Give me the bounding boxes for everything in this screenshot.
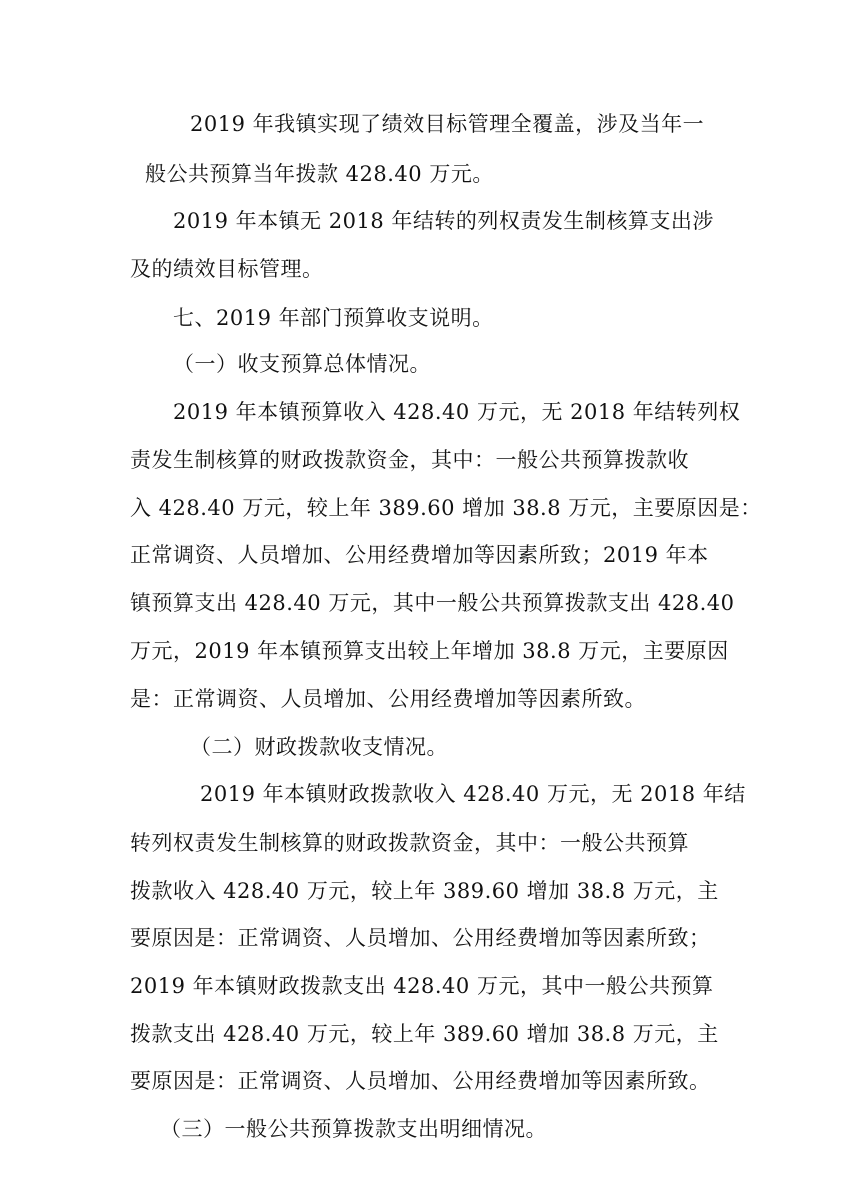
text-line-11: 镇预算支出 428.40 万元，其中一般公共预算拨款支出 428.40 [130, 591, 735, 615]
text-line-18: 要原因是：正常调资、人员增加、公用经费增加等因素所致； [130, 926, 711, 950]
text-line-4: 及的绩效目标管理。 [130, 257, 324, 281]
section-heading-7: 七、2019 年部门预算收支说明。 [173, 306, 494, 330]
text-line-7: 2019 年本镇预算收入 428.40 万元，无 2018 年结转列权 [173, 400, 741, 424]
text-line-15: 2019 年本镇财政拨款收入 428.40 万元，无 2018 年结 [200, 782, 746, 806]
text-line-20: 拨款支出 428.40 万元，较上年 389.60 增加 38.8 万元，主 [130, 1022, 719, 1046]
text-line-8: 责发生制核算的财政拨款资金，其中：一般公共预算拨款收 [130, 448, 689, 472]
text-line-1: 2019 年我镇实现了绩效目标管理全覆盖，涉及当年一 [190, 112, 705, 136]
subsection-heading-2: （二）财政拨款收支情况。 [190, 735, 448, 759]
text-line-9: 入 428.40 万元，较上年 389.60 增加 38.8 万元，主要原因是： [130, 496, 762, 520]
text-line-21: 要原因是：正常调资、人员增加、公用经费增加等因素所致。 [130, 1069, 711, 1093]
text-line-12: 万元，2019 年本镇预算支出较上年增加 38.8 万元，主要原因 [130, 639, 729, 663]
subsection-heading-3: （三）一般公共预算拨款支出明细情况。 [160, 1117, 547, 1141]
text-line-16: 转列权责发生制核算的财政拨款资金，其中：一般公共预算 [130, 831, 689, 855]
text-line-19: 2019 年本镇财政拨款支出 428.40 万元，其中一般公共预算 [130, 974, 714, 998]
subsection-heading-1: （一）收支预算总体情况。 [173, 352, 431, 376]
text-line-2: 般公共预算当年拨款 428.40 万元。 [145, 162, 494, 186]
text-line-17: 拨款收入 428.40 万元，较上年 389.60 增加 38.8 万元，主 [130, 879, 719, 903]
text-line-13: 是：正常调资、人员增加、公用经费增加等因素所致。 [130, 687, 646, 711]
text-line-10: 正常调资、人员增加、公用经费增加等因素所致；2019 年本 [130, 543, 709, 567]
text-line-3: 2019 年本镇无 2018 年结转的列权责发生制核算支出涉 [173, 209, 714, 233]
